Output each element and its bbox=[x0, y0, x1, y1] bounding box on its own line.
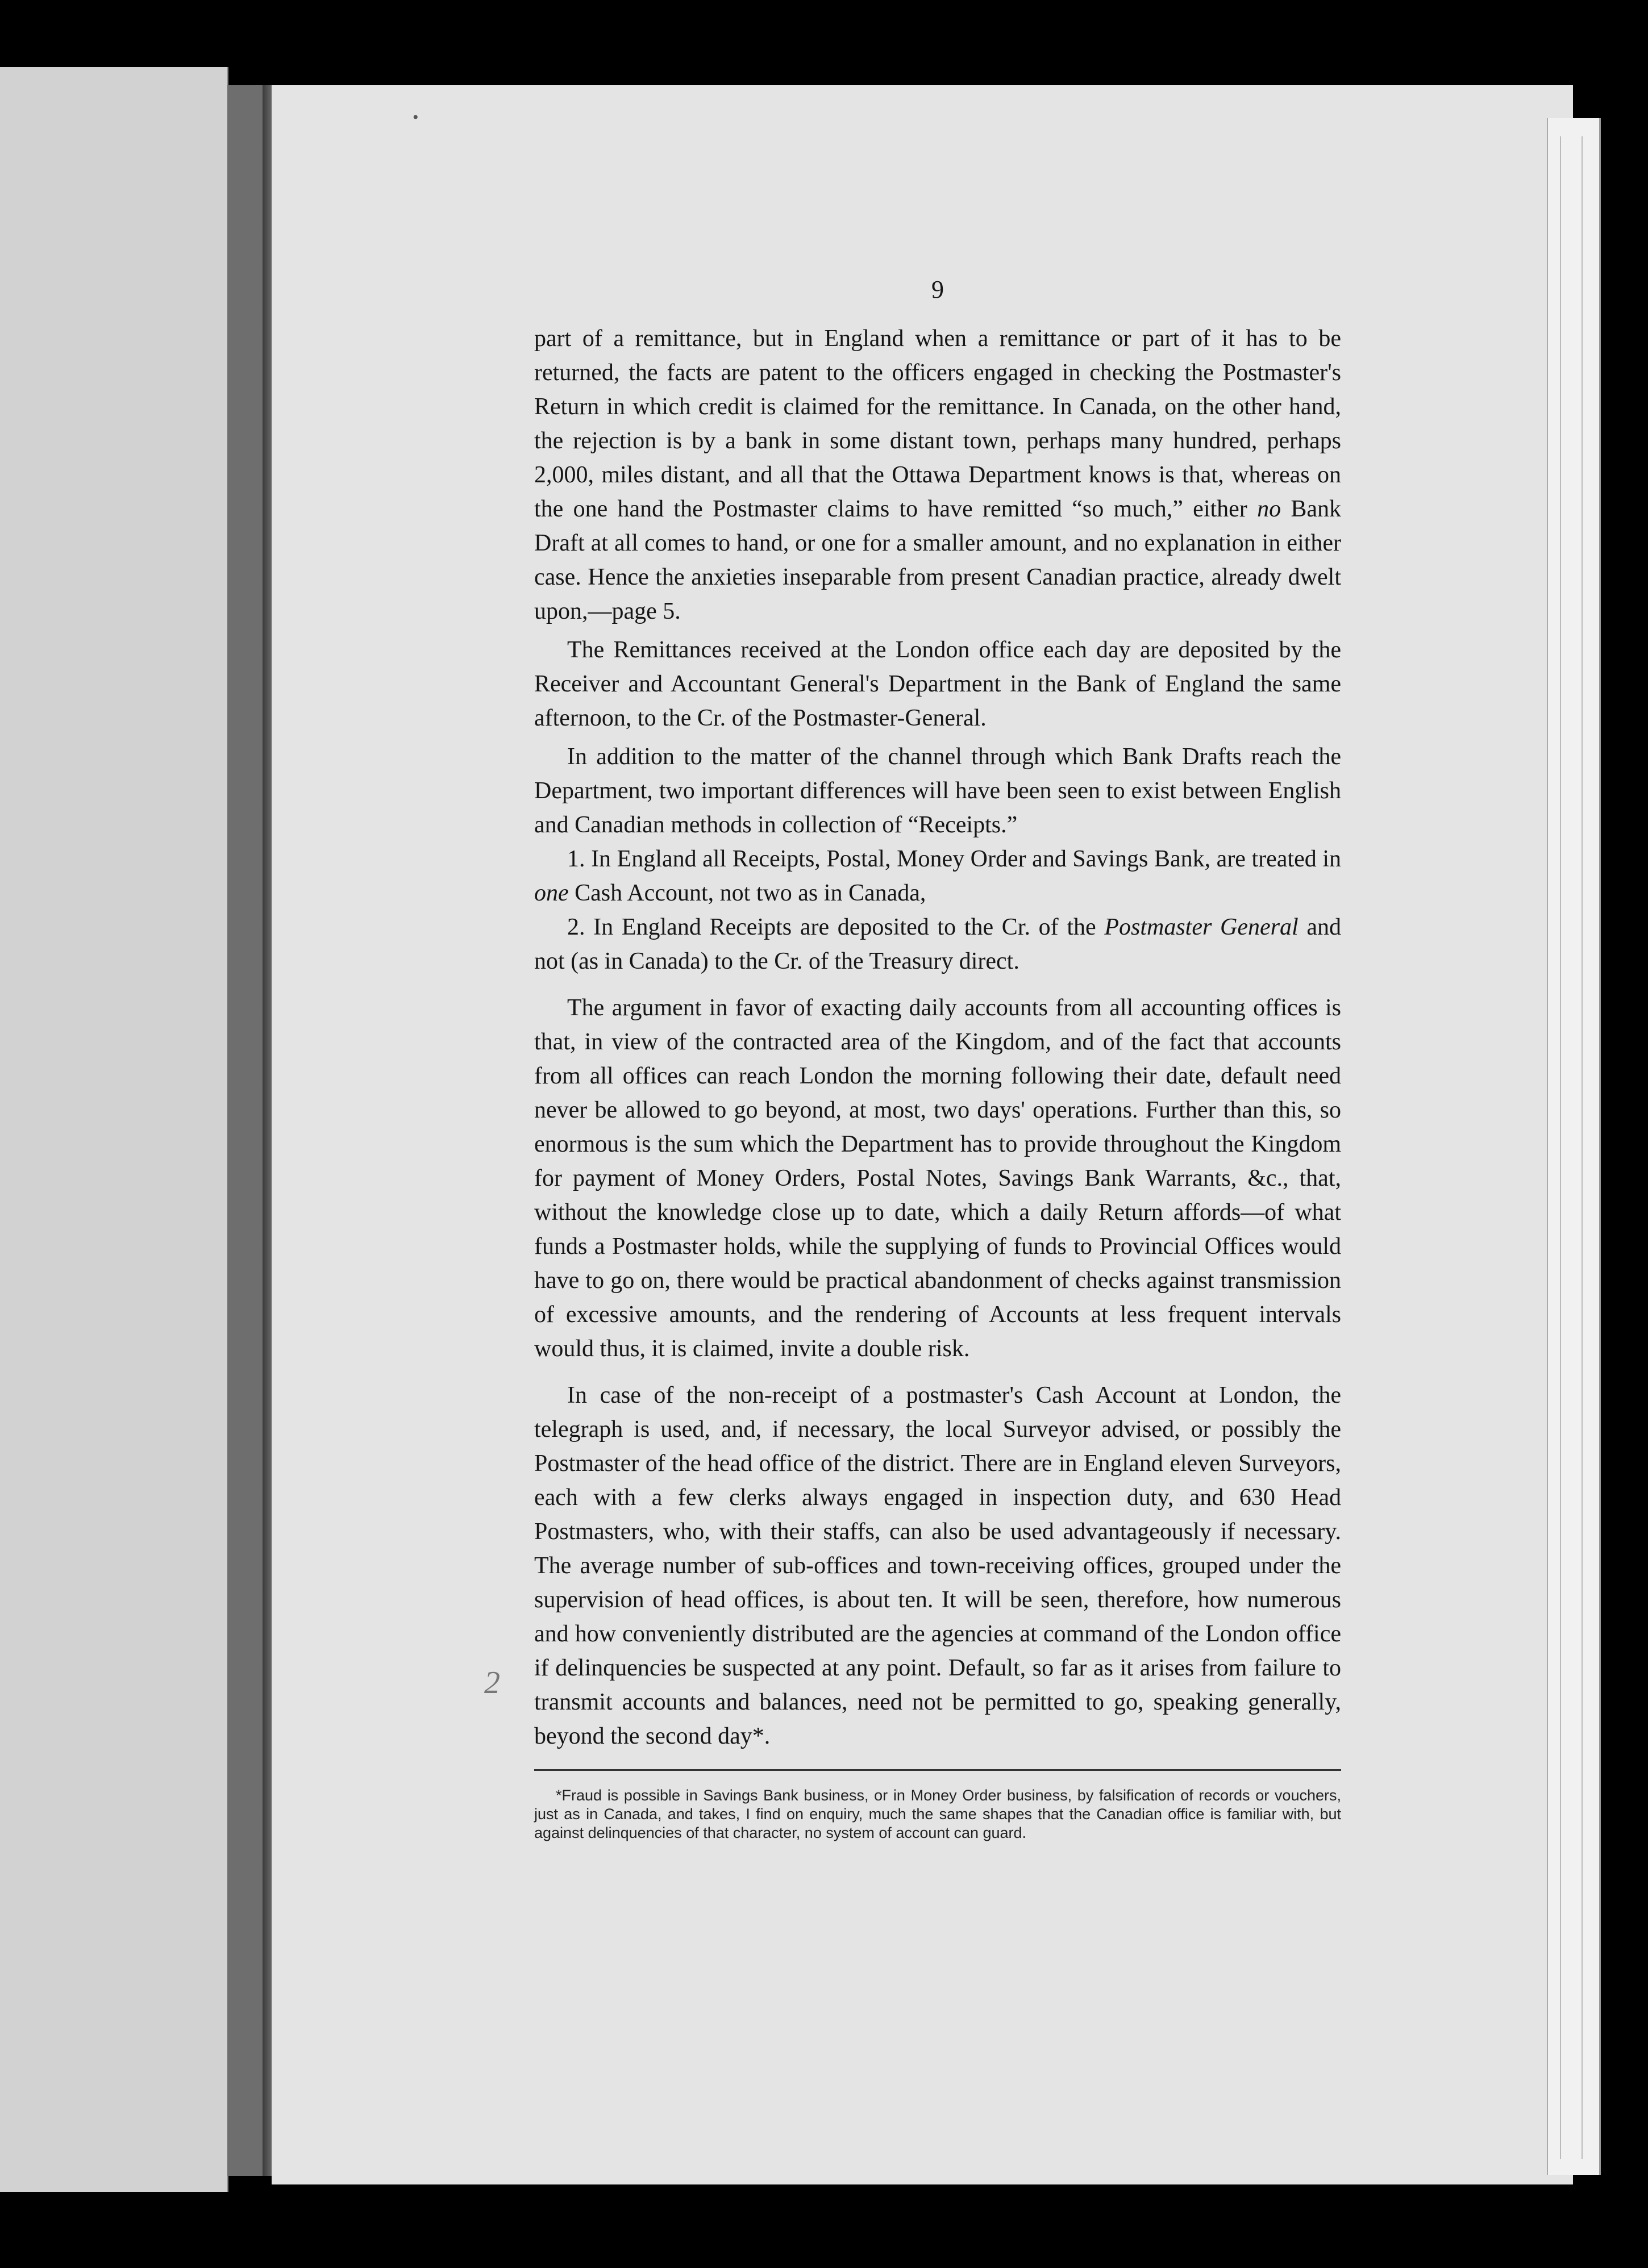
paragraph-4: The argument in favor of exacting daily accounts from all accounting offices is that, in view of the contracted area of the Kingdom, and of the fact that accounts from all offices can reach London the morning following their date, default need never be allowed to go beyond, at most, two days' operations. Further than this, so enormous is the sum which the Department has to provide throughout the Kingdom for payment of Money Orders, Postal Notes, Savings Bank Warrants, &c., that, without the knowledge close up to date, which a daily Return affords—of what funds a Postmaster holds, while the supplying of funds to Provincial Offices would have to go on, there would be practical abandonment of checks against transmission of excessive amounts, and the rendering of Accounts at less frequent intervals would thus, it is claimed, invite a double risk. bbox=[534, 995, 1341, 1362]
page-content bbox=[534, 273, 1341, 1858]
paragraph-2: The Remittances received at the London office each day are deposited by the Receiver and Accountant General's Department in the Bank of England the same afternoon, to the Cr. of the Postmaster-General. bbox=[534, 637, 1341, 731]
facing-page bbox=[0, 67, 228, 2192]
footnote: *Fraud is possible in Savings Bank business, or in Money Order business, by falsification of records or vouchers, just as in Canada, and takes, I find on enquiry, much the same shapes that the Canadian office is familiar with, but against delinquencies of that character, no system of account can guard. bbox=[534, 1787, 1341, 1841]
list-item-1: 1. In England all Receipts, Postal, Money Order and Savings Bank, are treated in one Cash Account, not two as in Canada, bbox=[534, 846, 1341, 906]
list-item-2: 2. In England Receipts are deposited to the Cr. of the Postmaster General and not (as in Canada) to the Cr. of the Treasury direct. bbox=[534, 914, 1341, 974]
footnote-divider bbox=[534, 1769, 1341, 1771]
paragraph-5: In case of the non-receipt of a postmaster's Cash Account at London, the telegraph is used, and, if necessary, the local Surveyor advised, or possibly the Postmaster of the head office of the district. There are in England eleven Surveyors, each with a few clerks always engaged in inspection duty, and 630 Head Postmasters, who, with their staffs, can also be used advantageously if necessary. The average number of sub-offices and town-receiving offices, grouped under the supervision of head offices, is about ten. It will be seen, therefore, how numerous and how conveniently distributed are the agencies at command of the London office if delinquencies be suspected at any point. Default, so far as it arises from failure to transmit accounts and balances, need not be permitted to go, speaking generally, beyond the second day*. bbox=[534, 1382, 1341, 1749]
page-stack-inner-edge bbox=[1560, 136, 1583, 2159]
facing-page-edge bbox=[227, 85, 263, 2176]
page-number: 9 bbox=[931, 276, 944, 303]
margin-note: 2 bbox=[484, 1665, 500, 1700]
paragraph-1: part of a remittance, but in England when a remittance or part of it has to be returned, the facts are patent to the officers engaged in checking the Postmaster's Return in which credit is claimed for the remittance. In Canada, on the other hand, the rejection is by a bank in some distant town, perhaps many hundred, perhaps 2,000, miles distant, and all that the Ottawa Department knows is that, whereas on the one hand the Postmaster claims to have remitted “so much,” either no Bank Draft at all comes to hand, or one for a smaller amount, and no explanation in either case. Hence the anxieties inseparable from present Canadian practice, already dwelt upon,—page 5. bbox=[534, 326, 1342, 624]
paragraph-3: In addition to the matter of the channel through which Bank Drafts reach the Department, two important differences will have been seen to exist between English and Canadian methods in collection of “Receipts.” bbox=[534, 744, 1341, 838]
dot-mark: • bbox=[413, 108, 419, 127]
